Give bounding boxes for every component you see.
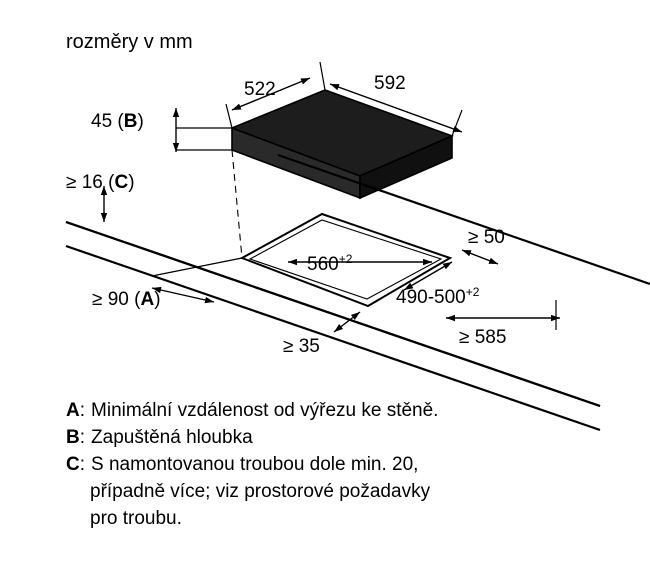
dim-label-592: 592 [374, 73, 406, 94]
legend-item-c [66, 452, 626, 478]
legend-sep-a: : [79, 400, 86, 421]
dim-label-522: 522 [244, 79, 276, 100]
dim-label-16c: ≥ 16 (C) [66, 172, 135, 193]
legend-text-c-line3: pro troubu. [90, 508, 182, 529]
legend-key-a: A [66, 400, 80, 421]
legend-sep-b: : [79, 427, 86, 448]
dim-label-490-500: $490-500^{+2}$ [396, 285, 480, 308]
legend [66, 398, 626, 533]
dim-recess-45b [91, 108, 232, 152]
legend-text-a: Minimální vzdálenost od výřezu ke stěně. [91, 400, 439, 421]
dim-label-585: ≥ 585 [459, 327, 507, 348]
legend-item-a [66, 398, 626, 424]
legend-item-c-line3 [66, 506, 626, 532]
legend-key-c: C [66, 454, 80, 475]
legend-sep-c: : [79, 454, 86, 475]
legend-item-c-line2 [66, 479, 626, 505]
dim-label-45b: 45 (B) [91, 111, 144, 132]
dim-label-35: ≥ 35 [283, 336, 320, 357]
dim-label-90a: ≥ 90 (A) [92, 289, 161, 310]
dim-min-50 [462, 227, 505, 264]
hob-body [232, 90, 452, 198]
dim-min-16c [66, 172, 135, 222]
legend-text-b: Zapuštěná hloubka [91, 427, 253, 448]
legend-key-b: B [66, 427, 80, 448]
legend-item-b [66, 425, 626, 451]
legend-text-c-line2: případně více; viz prostorové požadavky [90, 481, 431, 502]
diagram-title: rozměry v mm [66, 31, 193, 53]
dim-label-560: $560^{+2}$ [307, 252, 353, 275]
dim-min-90a [92, 258, 242, 310]
dim-label-50: ≥ 50 [468, 227, 505, 248]
legend-text-c: S namontovanou troubou dole min. 20, [91, 454, 419, 475]
